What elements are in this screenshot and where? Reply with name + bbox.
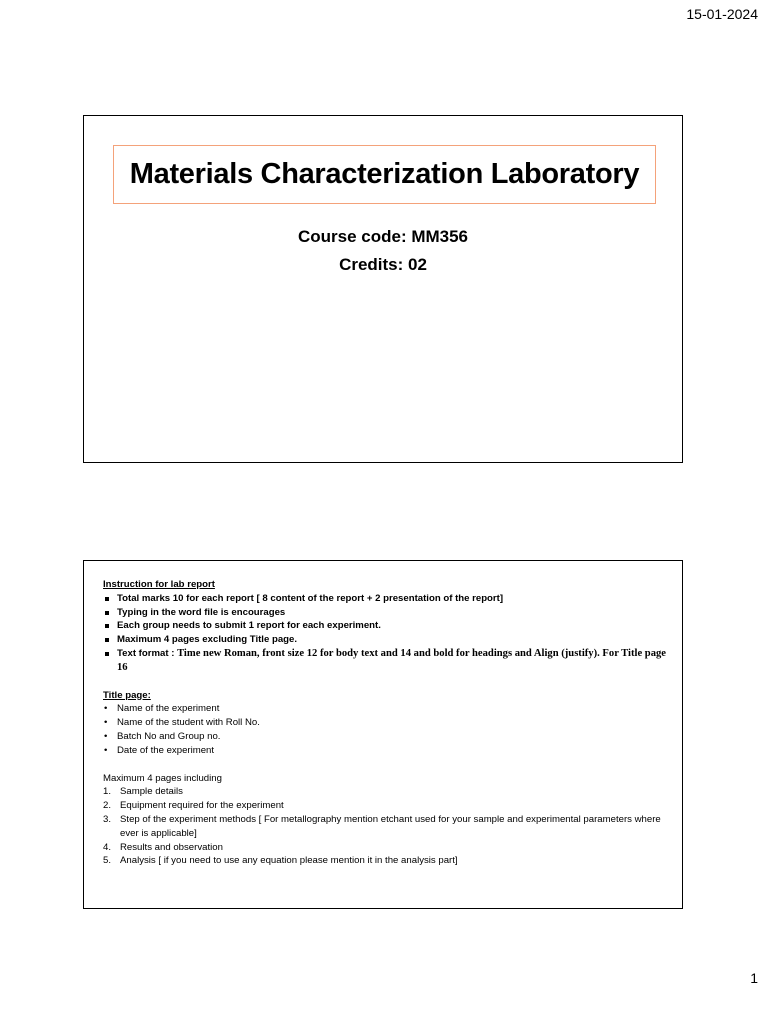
title-box (113, 145, 656, 204)
instruction-heading: Instruction for lab report (103, 579, 215, 590)
credits: Credits: 02 (339, 255, 427, 274)
report-section-item (103, 799, 668, 813)
section-text: Analysis [ if you need to use any equation please mention it in the analysis part] (120, 855, 458, 867)
report-section-item (103, 841, 668, 855)
report-section-item (103, 785, 668, 799)
section-number: 5. (103, 855, 112, 867)
text-format-value: Time new Roman, front size 12 for body text and 14 and bold for headings and Align (justify). For Title page 16 (117, 647, 666, 673)
slide-title-text: Materials Characterization Laboratory (129, 158, 640, 190)
section-text: Equipment required for the experiment (120, 800, 284, 812)
report-sections-list (103, 785, 668, 868)
section-text: Step of the experiment methods [ For metallography mention etchant used for your sample and experimental parameters where ever is applicable] (120, 813, 661, 839)
page-number: 1 (750, 970, 758, 986)
section-number: 3. (103, 813, 112, 825)
instruction-list (103, 592, 668, 675)
instruction-item: Typing in the word file is encourages (103, 606, 668, 620)
slide-title (83, 115, 683, 463)
section-number: 2. (103, 800, 112, 812)
section-text: Sample details (120, 786, 183, 798)
max-pages-text: Maximum 4 pages including (103, 772, 222, 784)
course-code: Course code: MM356 (297, 227, 469, 246)
instruction-item: Total marks 10 for each report [ 8 content of the report + 2 presentation of the report] (103, 592, 668, 606)
instruction-item: Maximum 4 pages excluding Title page. (103, 633, 668, 647)
instruction-item: Each group needs to submit 1 report for each experiment. (103, 619, 668, 633)
title-page-list (103, 702, 668, 757)
report-section-item (103, 813, 668, 841)
title-page-item: • Batch No and Group no. (103, 730, 668, 744)
slide-instructions (83, 560, 683, 909)
title-page-item: • Date of the experiment (103, 744, 668, 758)
title-page-item: • Name of the student with Roll No. (103, 716, 668, 730)
title-page-heading: Title page: (103, 689, 151, 701)
section-number: 1. (103, 786, 112, 798)
instruction-item-text-format (103, 647, 668, 675)
section-number: 4. (103, 841, 112, 853)
title-page-item: • Name of the experiment (103, 702, 668, 716)
text-format-label: Text format : (117, 647, 178, 659)
document-date: 15-01-2024 (686, 6, 758, 22)
instructions-content (103, 578, 668, 868)
report-section-item (103, 854, 668, 868)
section-text: Results and observation (120, 841, 223, 853)
